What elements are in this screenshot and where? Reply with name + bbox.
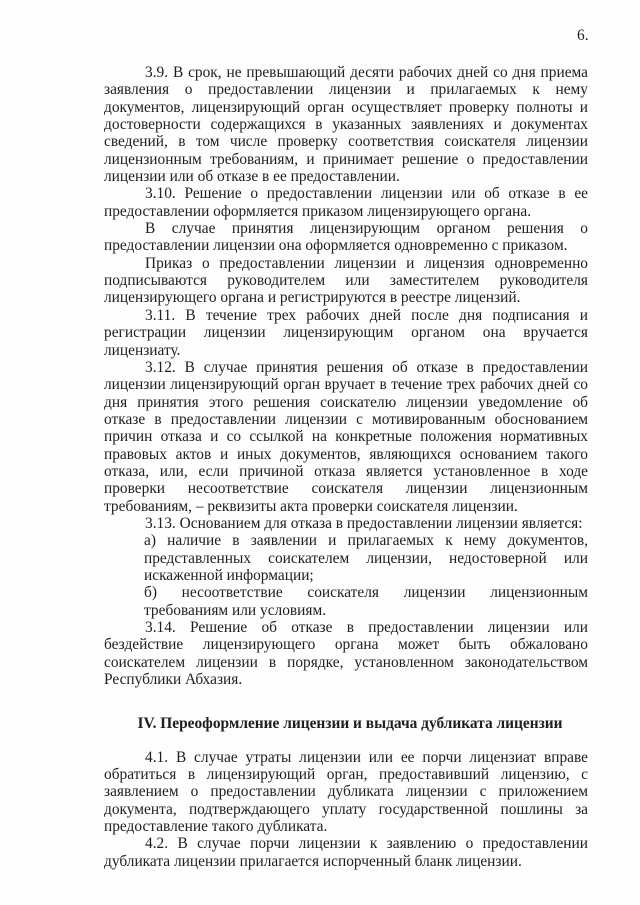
paragraph-3-10-c: Приказ о предоставлении лицензии и лицензия одновременно подписываются руководителем или заместителем руководителя лицензирующего органа и регистрируются в реестре лицензий. (104, 254, 588, 307)
page-number: 6. (577, 27, 589, 44)
list-item-a: а) наличие в заявлении и прилагаемых к нему документов, представленных соискателем лицензии, недостоверной или искаженной информации; (144, 532, 588, 584)
paragraph-3-13: 3.13. Основанием для отказа в предоставлении лицензии является: (145, 514, 583, 532)
paragraph-3-14: 3.14. Решение об отказе в предоставлении лицензии или бездействие лицензирующего органа может быть обжаловано соискателем лицензии в порядке, установленном законодательством Республики Абхазия. (104, 619, 588, 689)
paragraph-3-10-b: В случае принятия лицензирующим органом решения о предоставлении лицензии она оформляется одновременно с приказом. (104, 220, 588, 255)
list-item-b: б) несоответствие соискателя лицензии лицензионным требованиям или условиям. (144, 584, 588, 619)
paragraph-3-10: 3.10. Решение о предоставлении лицензии или об отказе в ее предоставлении оформляется приказом лицензирующего органа. (104, 185, 588, 220)
paragraph-3-12: 3.12. В случае принятия решения об отказе в предоставлении лицензии лицензирующий орган вручает в течение трех рабочих дней со дня принятия этого решения соискателю лицензии уведомление об отказе в предоставлении лицензии с мотивированным обоснованием причин отказа и со ссылкой на конкретные положения нормативных правовых актов и иных документов, являющихся основанием такого отказа, или, если причиной отказа является установленное в ходе проверки несоответствие соискателя лицензии лицензионным требованиям, – реквизиты акта проверки соискателя лицензии. (104, 358, 588, 515)
paragraph-3-11: 3.11. В течение трех рабочих дней после дня подписания и регистрации лицензии лицензирующим органом она вручается лицензиату. (104, 306, 588, 359)
section-heading-iv: IV. Переоформление лицензии и выдача дубликата лицензии (137, 715, 563, 733)
paragraph-4-2: 4.2. В случае порчи лицензии к заявлению о предоставлении дубликата лицензии прилагается испорченный бланк лицензии. (104, 835, 588, 870)
document-body (104, 64, 588, 870)
paragraph-3-9: 3.9. В срок, не превышающий десяти рабочих дней со дня приема заявления о предоставлении лицензии и прилагаемых к нему документов, лицензирующий орган осуществляет проверку полноты и достоверности содержащихся в указанных заявлениях и документах сведений, в том числе проверку соответствия соискателя лицензии лицензионным требованиям, и принимает решение о предоставлении лицензии или об отказе в ее предоставлении. (104, 64, 588, 186)
paragraph-4-1: 4.1. В случае утраты лицензии или ее порчи лицензиат вправе обратиться в лицензирующий орган, предоставивший лицензию, с заявлением о предоставлении дубликата лицензии с приложением документа, подтверждающего уплату государственной пошлины за предоставление такого дубликата. (104, 748, 588, 836)
